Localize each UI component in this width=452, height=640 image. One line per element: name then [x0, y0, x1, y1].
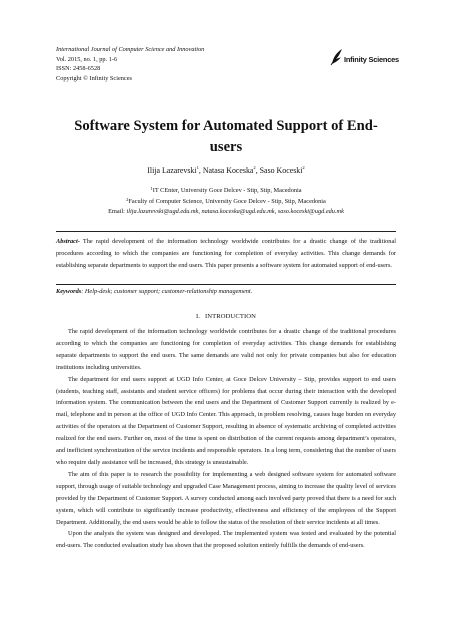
author-name: Saso Koceski	[259, 166, 303, 175]
affiliation-marker: 1	[150, 186, 153, 191]
author-list	[0, 166, 452, 175]
journal-issn: ISSN: 2458-6528	[56, 65, 101, 73]
section-heading	[0, 313, 452, 320]
paper-title: Software System for Automated Support of End-users	[74, 118, 378, 155]
publisher-logo	[329, 48, 397, 68]
author-separator: ,	[198, 166, 203, 175]
author-emails	[0, 208, 452, 215]
affiliation-text: Faculty of Computer Science, University Goce Delcev - Stip, Stip, Macedonia	[128, 198, 326, 205]
author-name: Ilija Lazarevski	[147, 166, 197, 175]
email-addresses[interactable]: ilija.lazarevski@ugd.edu.mk, natasa.koceska@ugd.edu.mk, saso.koceski@ugd.edu.mk	[126, 208, 344, 215]
email-label: Email:	[108, 208, 127, 215]
abstract-text: The rapid development of the information technology worldwide contributes for a drastic change of the traditional procedures according to which the companies are functioning for completion of everyday activities. This change demands for establishing separate departments to support the end users. This paper presents a software system for automated support of end-users.	[56, 238, 396, 269]
abstract	[56, 236, 396, 272]
abstract-label: Abstract-	[56, 238, 80, 245]
journal-header	[56, 45, 204, 83]
section-number: I.	[195, 313, 201, 320]
body-text	[56, 326, 396, 552]
publisher-logo-text: Infinity Sciences	[344, 55, 399, 64]
author-separator: ,	[255, 166, 260, 175]
author-affil-marker: 1	[196, 165, 199, 170]
affiliation-marker: 2	[126, 197, 129, 202]
journal-volume: Vol. 2015, no. 1, pp. 1-6	[56, 55, 118, 63]
keywords-text: : Help-desk; customer support; customer-relationship management.	[81, 288, 253, 295]
divider	[56, 284, 396, 285]
journal-copyright: Copyright © Infinity Sciences	[56, 74, 132, 82]
paragraph: Upon the analysis the system was designed and developed. The implemented system was tested and evaluated by the potential end-users. The conducted evaluation study has shown that the proposed solution entirely fulfills the demands of end-users.	[56, 530, 396, 550]
paragraph: The department for end users support at UGD Info Center, at Goce Delcev University – Stip, provides support to end users (students, teaching staff, assistants and student service officers) for problems that occur during their interaction with the developed information system. The communication between the end users and the Department of Customer Support currently is realized by e-mail, telephone and in person at the office of UGD Info Center. This approach, in problem resolving, causes huge burden on everyday activities of the operators at the Department of Customer Support, resulting in absence of systematic archiving of completed activities realized for the end users. Further on, most of the time is spent on distribution of the current requests among department’s operators, and inefficient synchronization of the service incidents and responsible operators. In a long term, considering that the number of users who require daily assistance will be increased, this strategy is unsustainable.	[56, 375, 396, 466]
feather-bird-icon	[329, 48, 345, 66]
author-name: Natasa Koceska	[202, 166, 254, 175]
section-title: INTRODUCTION	[205, 313, 257, 320]
keywords-label: Keywords	[56, 288, 82, 295]
divider	[56, 231, 396, 232]
affiliation	[0, 187, 452, 194]
affiliation-text: IT CEnter, University Goce Delcev - Stip, Stip, Macedonia	[152, 187, 302, 194]
affiliation	[0, 198, 452, 205]
journal-name: International Journal of Computer Science and Innovation	[56, 46, 205, 53]
paragraph: The rapid development of the information technology worldwide contributes for a drastic change of the traditional procedures according to which the companies are functioning for completion of everyday activities. This change demands for establishing separate departments to support the end users. The same demands are valid not only for private companies but also for education institutions including universities.	[56, 328, 396, 371]
author-affil-marker: 2	[302, 165, 305, 170]
keywords	[56, 288, 396, 295]
author-affil-marker: 2	[253, 165, 256, 170]
paragraph: The aim of this paper is to research the possibility for implementing a web designed software system for automated software support, through usage of suitable technology and upgraded Case Management process, aiming to increase the quality level of services provided by the Department of Customer Support. A survey conducted among each involved party proved that there is a need for such system, which will contribute to significantly increase productivity, effectiveness and efficiency of the employees of the Support Department. Additionally, the end users would be able to follow the status of the resolution of their service incidents at all times.	[56, 470, 396, 526]
